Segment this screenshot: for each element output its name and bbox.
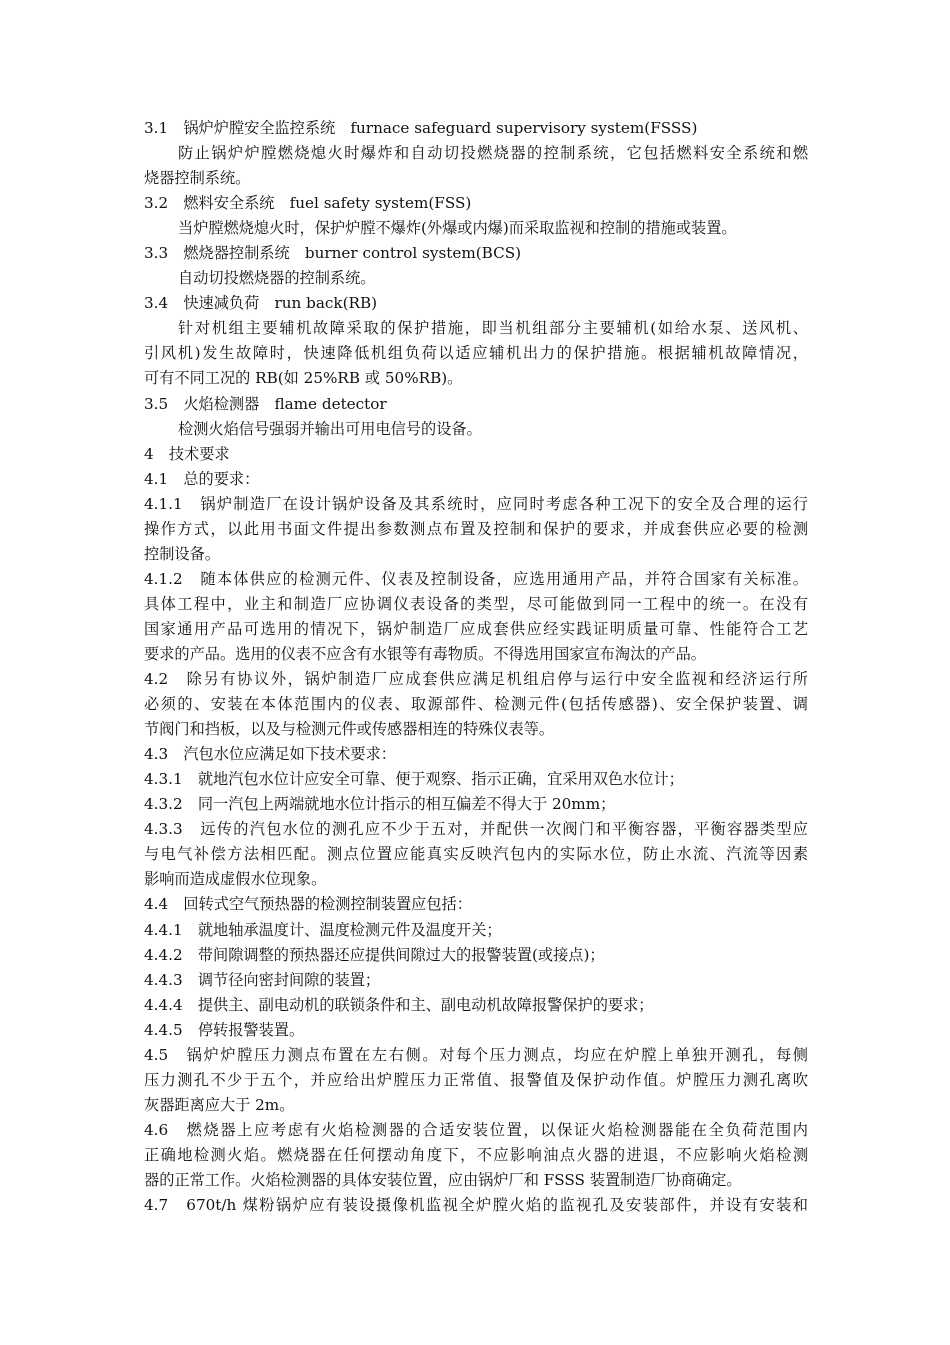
- paragraph-line: 防止锅炉炉膛燃烧熄火时爆炸和自动切投燃烧器的控制系统，它包括燃料安全系统和燃: [178, 144, 808, 163]
- paragraph-line: 必须的、安装在本体范围内的仪表、取源部件、检测元件(包括传感器)、安全保护装置、调: [144, 695, 808, 714]
- section-4-4-heading: 4.4 回转式空气预热器的检测控制装置应包括：: [144, 895, 472, 914]
- paragraph-line: 影响而造成虚假水位现象。: [144, 870, 327, 889]
- section-3-3-heading: 3.3 燃烧器控制系统 burner control system(BCS): [144, 244, 522, 263]
- clause-4-4-2: 4.4.2 带间隙调整的预热器还应提供间隙过大的报警装置(或接点)；: [144, 945, 605, 964]
- clause-4-4-1: 4.4.1 就地轴承温度计、温度检测元件及温度开关；: [144, 920, 502, 939]
- clause-4-4-5: 4.4.5 停转报警装置。: [144, 1020, 305, 1039]
- paragraph-line: 国家通用产品可选用的情况下，锅炉制造厂应成套供应经实践证明质量可靠、性能符合工艺: [144, 619, 808, 638]
- paragraph-line: 正确地检测火焰。燃烧器在任何摆动角度下，不应影响油点火器的进退，不应影响火焰检测: [144, 1145, 808, 1164]
- clause-4-1-2: 4.1.2 随本体供应的检测元件、仪表及控制设备，应选用通用产品，并符合国家有关标准。: [144, 569, 808, 588]
- paragraph-line: 要求的产品。选用的仪表不应含有水银等有毒物质。不得选用国家宣布淘汰的产品。: [144, 644, 706, 663]
- section-3-4-heading: 3.4 快速减负荷 run back(RB): [144, 294, 378, 313]
- paragraph-line: 当炉膛燃烧熄火时，保护炉膛不爆炸(外爆或内爆)而采取监视和控制的措施或装置。: [178, 219, 737, 238]
- section-3-5-heading: 3.5 火焰检测器 flame detector: [144, 394, 387, 413]
- clause-4-3-1: 4.3.1 就地汽包水位计应安全可靠、便于观察、指示正确，宜采用双色水位计；: [144, 770, 684, 789]
- section-4-3-heading: 4.3 汽包水位应满足如下技术要求：: [144, 745, 396, 764]
- paragraph-line: 引风机)发生故障时，快速降低机组负荷以适应辅机出力的保护措施。根据辅机故障情况，: [144, 344, 808, 363]
- clause-4-5: 4.5 锅炉炉膛压力测点布置在左右侧。对每个压力测点，均应在炉膛上单独开测孔，每侧: [144, 1045, 808, 1064]
- paragraph-line: 与电气补偿方法相匹配。测点位置应能真实反映汽包内的实际水位，防止水流、汽流等因素: [144, 845, 808, 864]
- paragraph-line: 节阀门和挡板，以及与检测元件或传感器相连的特殊仪表等。: [144, 720, 555, 739]
- section-3-1-heading: 3.1 锅炉炉膛安全监控系统 furnace safeguard supervisory system(FSSS): [144, 119, 698, 137]
- clause-4-1-1: 4.1.1 锅炉制造厂在设计锅炉设备及其系统时，应同时考虑各种工况下的安全及合理的运行: [144, 494, 808, 513]
- paragraph-line: 烧器控制系统。: [144, 169, 251, 188]
- paragraph-line: 检测火焰信号强弱并输出可用电信号的设备。: [178, 419, 482, 438]
- clause-4-6: 4.6 燃烧器上应考虑有火焰检测器的合适安装位置，以保证火焰检测器能在全负荷范围内: [144, 1120, 808, 1139]
- clause-4-3-2: 4.3.2 同一汽包上两端就地水位计指示的相互偏差不得大于 20mm；: [144, 795, 616, 814]
- clause-4-3-3: 4.3.3 远传的汽包水位的测孔应不少于五对，并配供一次阀门和平衡容器，平衡容器类型应: [144, 820, 808, 839]
- section-4-heading: 4 技术要求: [144, 444, 230, 463]
- clause-4-2: 4.2 除另有协议外，锅炉制造厂应成套供应满足机组启停与运行中安全监视和经济运行所: [144, 670, 808, 689]
- paragraph-line: 可有不同工况的 RB(如 25%RB 或 50%RB)。: [144, 369, 463, 388]
- paragraph-line: 器的正常工作。火焰检测器的具体安装位置，应由锅炉厂和 FSSS 装置制造厂协商确定。: [144, 1170, 742, 1189]
- section-4-1-heading: 4.1 总的要求：: [144, 469, 260, 488]
- paragraph-line: 控制设备。: [144, 544, 220, 563]
- clause-4-7: 4.7 670t/h 煤粉锅炉应有装设摄像机监视全炉膛火焰的监视孔及安装部件，并设有安装和: [144, 1196, 808, 1215]
- paragraph-line: 灰器距离应大于 2m。: [144, 1095, 295, 1114]
- clause-4-4-4: 4.4.4 提供主、副电动机的联锁条件和主、副电动机故障报警保护的要求；: [144, 995, 654, 1014]
- clause-4-4-3: 4.4.3 调节径向密封间隙的装置；: [144, 970, 381, 989]
- paragraph-line: 压力测孔不少于五个，并应给出炉膛压力正常值、报警值及保护动作值。炉膛压力测孔离吹: [144, 1070, 808, 1089]
- section-3-2-heading: 3.2 燃料安全系统 fuel safety system(FSS): [144, 194, 472, 213]
- paragraph-line: 自动切投燃烧器的控制系统。: [178, 269, 376, 288]
- paragraph-line: 具体工程中，业主和制造厂应协调仪表设备的类型，尽可能做到同一工程中的统一。在没有: [144, 594, 808, 613]
- paragraph-line: 操作方式，以此用书面文件提出参数测点布置及控制和保护的要求，并成套供应必要的检测: [144, 519, 808, 538]
- document-page: [144, 116, 808, 1218]
- paragraph-line: 针对机组主要辅机故障采取的保护措施，即当机组部分主要辅机(如给水泵、送风机、: [178, 319, 808, 338]
